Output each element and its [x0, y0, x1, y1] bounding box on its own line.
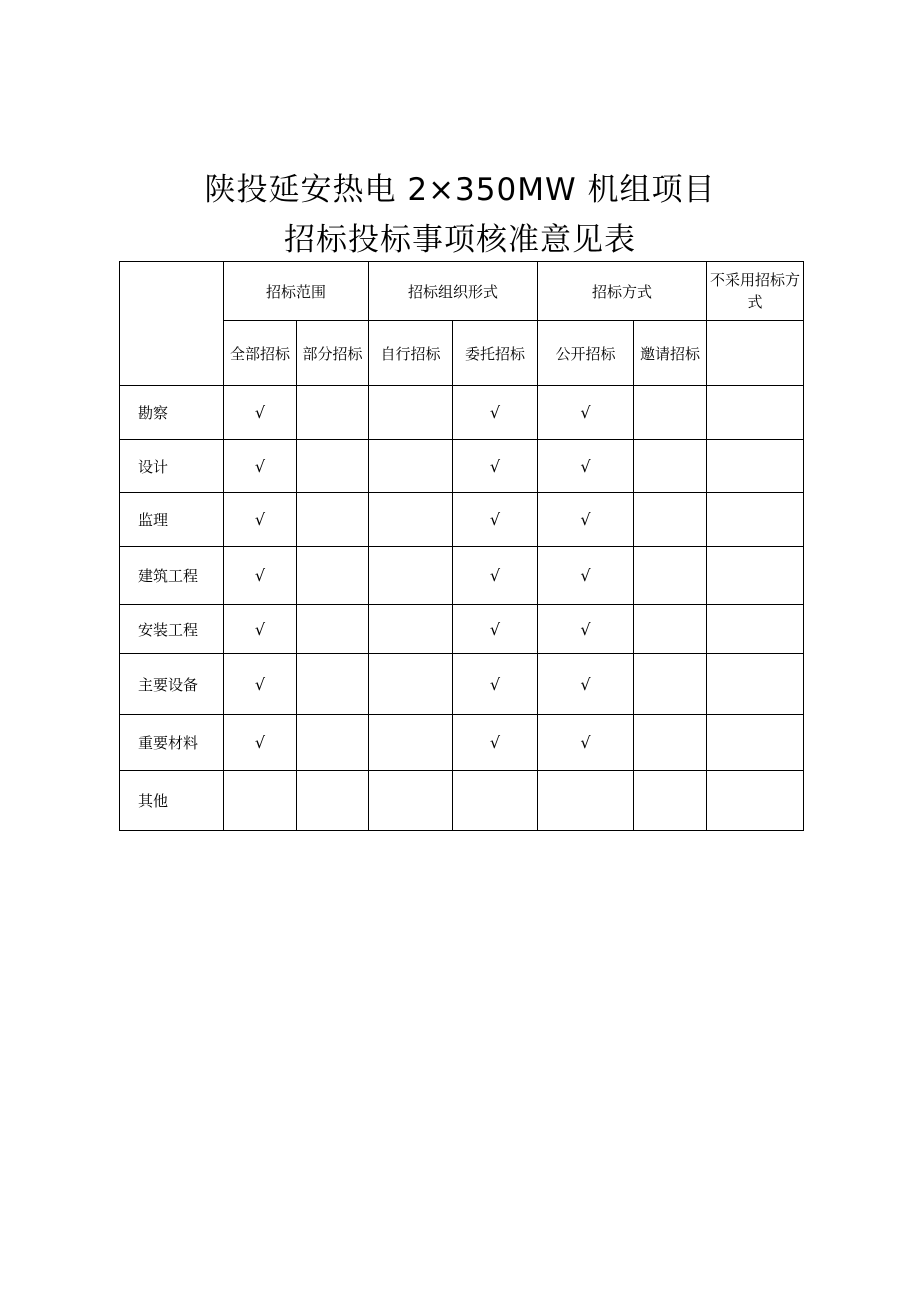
table-cell [297, 605, 369, 654]
table-cell [634, 440, 707, 493]
subheader-invited-bidding: 邀请招标 [634, 321, 707, 386]
table-cell [707, 605, 804, 654]
table-cell: √ [538, 547, 634, 605]
table-cell [707, 493, 804, 547]
table-row [120, 771, 804, 831]
table-cell [224, 771, 297, 831]
table-cell [634, 547, 707, 605]
table-cell [634, 386, 707, 440]
group-header-scope: 招标范围 [224, 262, 369, 321]
subheader-self-organized: 自行招标 [369, 321, 453, 386]
table-cell [634, 654, 707, 715]
table-cell [634, 715, 707, 771]
table-cell: √ [453, 715, 538, 771]
table-cell [634, 771, 707, 831]
table-cell [297, 493, 369, 547]
table-cell: √ [453, 605, 538, 654]
table-cell [707, 440, 804, 493]
table-cell [297, 771, 369, 831]
table-cell [707, 547, 804, 605]
table-cell: √ [224, 715, 297, 771]
table-cell [297, 547, 369, 605]
table-cell [369, 386, 453, 440]
table-cell: √ [224, 386, 297, 440]
table-cell: √ [538, 715, 634, 771]
table-cell: √ [538, 440, 634, 493]
table-cell [369, 440, 453, 493]
subheader-entrusted: 委托招标 [453, 321, 538, 386]
table-cell [707, 771, 804, 831]
table-cell [538, 771, 634, 831]
page-title-line-1: 陕投延安热电 2×350MW 机组项目 [204, 172, 716, 208]
group-header-organization: 招标组织形式 [369, 262, 538, 321]
table-row [120, 386, 804, 440]
table-cell [707, 654, 804, 715]
table-cell: √ [453, 654, 538, 715]
row-label: 安装工程 [120, 605, 224, 654]
table-cell [369, 547, 453, 605]
table-cell [369, 771, 453, 831]
table-row [120, 715, 804, 771]
corner-header-cell [120, 262, 224, 386]
page-title-line-2: 招标投标事项核准意见表 [284, 222, 636, 258]
table-row [120, 440, 804, 493]
table-cell [297, 440, 369, 493]
group-header-no-bidding: 不采用招标方式 [707, 262, 804, 321]
subheader-public-bidding: 公开招标 [538, 321, 634, 386]
table-cell: √ [224, 605, 297, 654]
row-label: 主要设备 [120, 654, 224, 715]
row-label: 设计 [120, 440, 224, 493]
table-cell: √ [453, 386, 538, 440]
group-header-method: 招标方式 [538, 262, 707, 321]
table-cell: √ [224, 440, 297, 493]
table-row [120, 493, 804, 547]
table-cell: √ [224, 547, 297, 605]
table-cell [297, 715, 369, 771]
table-cell: √ [224, 493, 297, 547]
table-cell [297, 386, 369, 440]
table-cell: √ [538, 493, 634, 547]
table-cell: √ [224, 654, 297, 715]
table-row [120, 547, 804, 605]
table-cell [707, 386, 804, 440]
row-label: 其他 [120, 771, 224, 831]
row-label: 建筑工程 [120, 547, 224, 605]
table-row [120, 654, 804, 715]
subheader-no-bidding-empty [707, 321, 804, 386]
table-cell [634, 493, 707, 547]
table-cell: √ [538, 605, 634, 654]
table-cell: √ [453, 547, 538, 605]
table-cell [453, 771, 538, 831]
table-cell [297, 654, 369, 715]
approval-opinion-table [119, 261, 804, 831]
row-label: 监理 [120, 493, 224, 547]
table-cell [369, 654, 453, 715]
table-cell: √ [453, 493, 538, 547]
table-cell: √ [538, 386, 634, 440]
table-cell [634, 605, 707, 654]
table-cell: √ [538, 654, 634, 715]
table-row [120, 605, 804, 654]
row-label: 勘察 [120, 386, 224, 440]
subheader-partial-bidding: 部分招标 [297, 321, 369, 386]
table-cell [369, 493, 453, 547]
table-cell [707, 715, 804, 771]
table-cell [369, 605, 453, 654]
table-cell [369, 715, 453, 771]
row-label: 重要材料 [120, 715, 224, 771]
table-cell: √ [453, 440, 538, 493]
subheader-full-bidding: 全部招标 [224, 321, 297, 386]
